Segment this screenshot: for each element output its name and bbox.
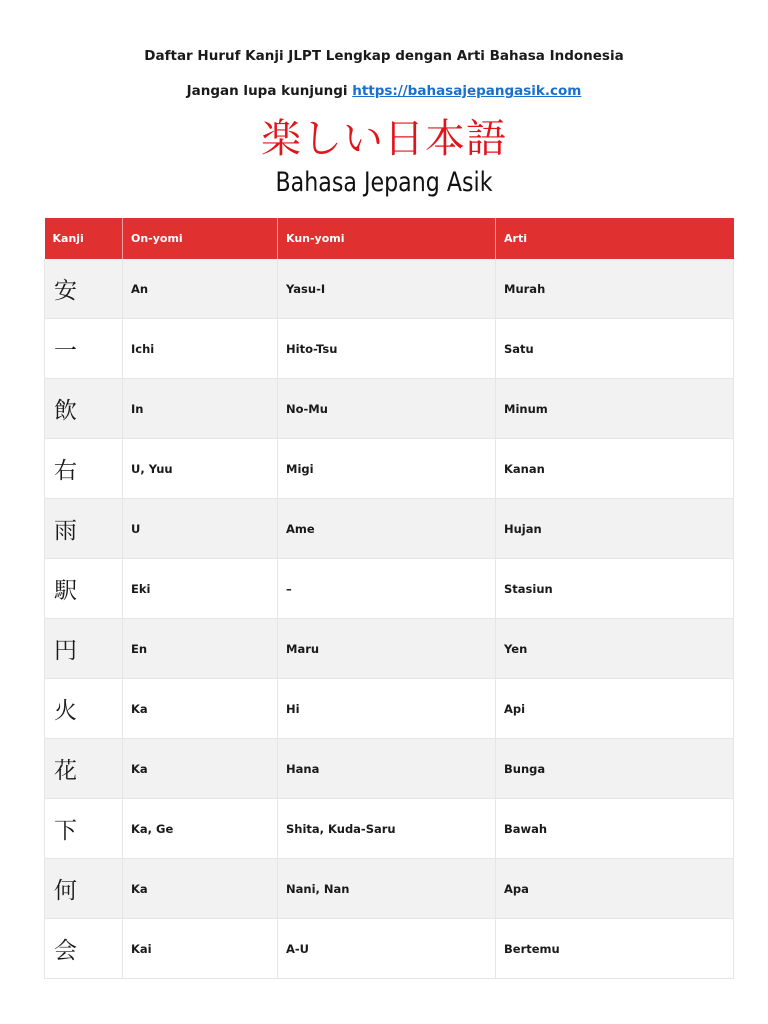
kun-yomi-cell: Maru xyxy=(278,619,496,679)
column-header-on-yomi: On-yomi xyxy=(123,218,278,259)
table-row xyxy=(45,859,734,919)
kanji-table xyxy=(44,218,734,979)
table-body xyxy=(45,259,734,979)
on-yomi-cell: En xyxy=(123,619,278,679)
table-row xyxy=(45,919,734,979)
kanji-cell: 安 xyxy=(45,259,123,319)
kanji-cell: 雨 xyxy=(45,499,123,559)
kanji-cell: 駅 xyxy=(45,559,123,619)
table-row xyxy=(45,499,734,559)
arti-cell: Bunga xyxy=(496,739,734,799)
arti-cell: Apa xyxy=(496,859,734,919)
table-header-row xyxy=(45,218,734,259)
visit-prefix: Jangan lupa kunjungi xyxy=(186,83,353,99)
table-row xyxy=(45,319,734,379)
on-yomi-cell: Ka xyxy=(123,739,278,799)
table-row xyxy=(45,679,734,739)
arti-cell: Yen xyxy=(496,619,734,679)
kun-yomi-cell: Migi xyxy=(278,439,496,499)
table-row xyxy=(45,739,734,799)
column-header-kun-yomi: Kun-yomi xyxy=(278,218,496,259)
kanji-cell: 一 xyxy=(45,319,123,379)
kun-yomi-cell: Yasu-I xyxy=(278,259,496,319)
arti-cell: Bawah xyxy=(496,799,734,859)
on-yomi-cell: U xyxy=(123,499,278,559)
on-yomi-cell: Ka, Ge xyxy=(123,799,278,859)
brand-latin-logo: Bahasa Jepang Asik xyxy=(275,167,493,198)
arti-cell: Api xyxy=(496,679,734,739)
visit-line xyxy=(0,83,768,99)
kanji-cell: 火 xyxy=(45,679,123,739)
kanji-cell: 飲 xyxy=(45,379,123,439)
kun-yomi-cell: Hi xyxy=(278,679,496,739)
on-yomi-cell: Kai xyxy=(123,919,278,979)
on-yomi-cell: U, Yuu xyxy=(123,439,278,499)
table-row xyxy=(45,259,734,319)
on-yomi-cell: An xyxy=(123,259,278,319)
kanji-cell: 会 xyxy=(45,919,123,979)
arti-cell: Stasiun xyxy=(496,559,734,619)
brand-japanese-logo: 楽しい日本語 xyxy=(261,116,507,162)
arti-cell: Murah xyxy=(496,259,734,319)
column-header-kanji: Kanji xyxy=(45,218,123,259)
table-row xyxy=(45,439,734,499)
arti-cell: Bertemu xyxy=(496,919,734,979)
column-header-arti: Arti xyxy=(496,218,734,259)
on-yomi-cell: In xyxy=(123,379,278,439)
arti-cell: Kanan xyxy=(496,439,734,499)
website-link[interactable]: https://bahasajepangasik.com xyxy=(352,83,582,99)
kanji-cell: 何 xyxy=(45,859,123,919)
on-yomi-cell: Ka xyxy=(123,859,278,919)
table-row xyxy=(45,559,734,619)
kanji-cell: 円 xyxy=(45,619,123,679)
table-row xyxy=(45,379,734,439)
kanji-cell: 花 xyxy=(45,739,123,799)
kun-yomi-cell: No-Mu xyxy=(278,379,496,439)
kanji-cell: 右 xyxy=(45,439,123,499)
kun-yomi-cell: Ame xyxy=(278,499,496,559)
arti-cell: Satu xyxy=(496,319,734,379)
on-yomi-cell: Eki xyxy=(123,559,278,619)
kun-yomi-cell: Nani, Nan xyxy=(278,859,496,919)
kun-yomi-cell: A-U xyxy=(278,919,496,979)
table-row xyxy=(45,619,734,679)
on-yomi-cell: Ichi xyxy=(123,319,278,379)
on-yomi-cell: Ka xyxy=(123,679,278,739)
table-header xyxy=(45,218,734,259)
arti-cell: Minum xyxy=(496,379,734,439)
arti-cell: Hujan xyxy=(496,499,734,559)
table-row xyxy=(45,799,734,859)
kun-yomi-cell: Hana xyxy=(278,739,496,799)
kanji-cell: 下 xyxy=(45,799,123,859)
document-title: Daftar Huruf Kanji JLPT Lengkap dengan Arti Bahasa Indonesia xyxy=(144,48,624,64)
kun-yomi-cell: Shita, Kuda-Saru xyxy=(278,799,496,859)
kun-yomi-cell: Hito-Tsu xyxy=(278,319,496,379)
kun-yomi-cell: – xyxy=(278,559,496,619)
